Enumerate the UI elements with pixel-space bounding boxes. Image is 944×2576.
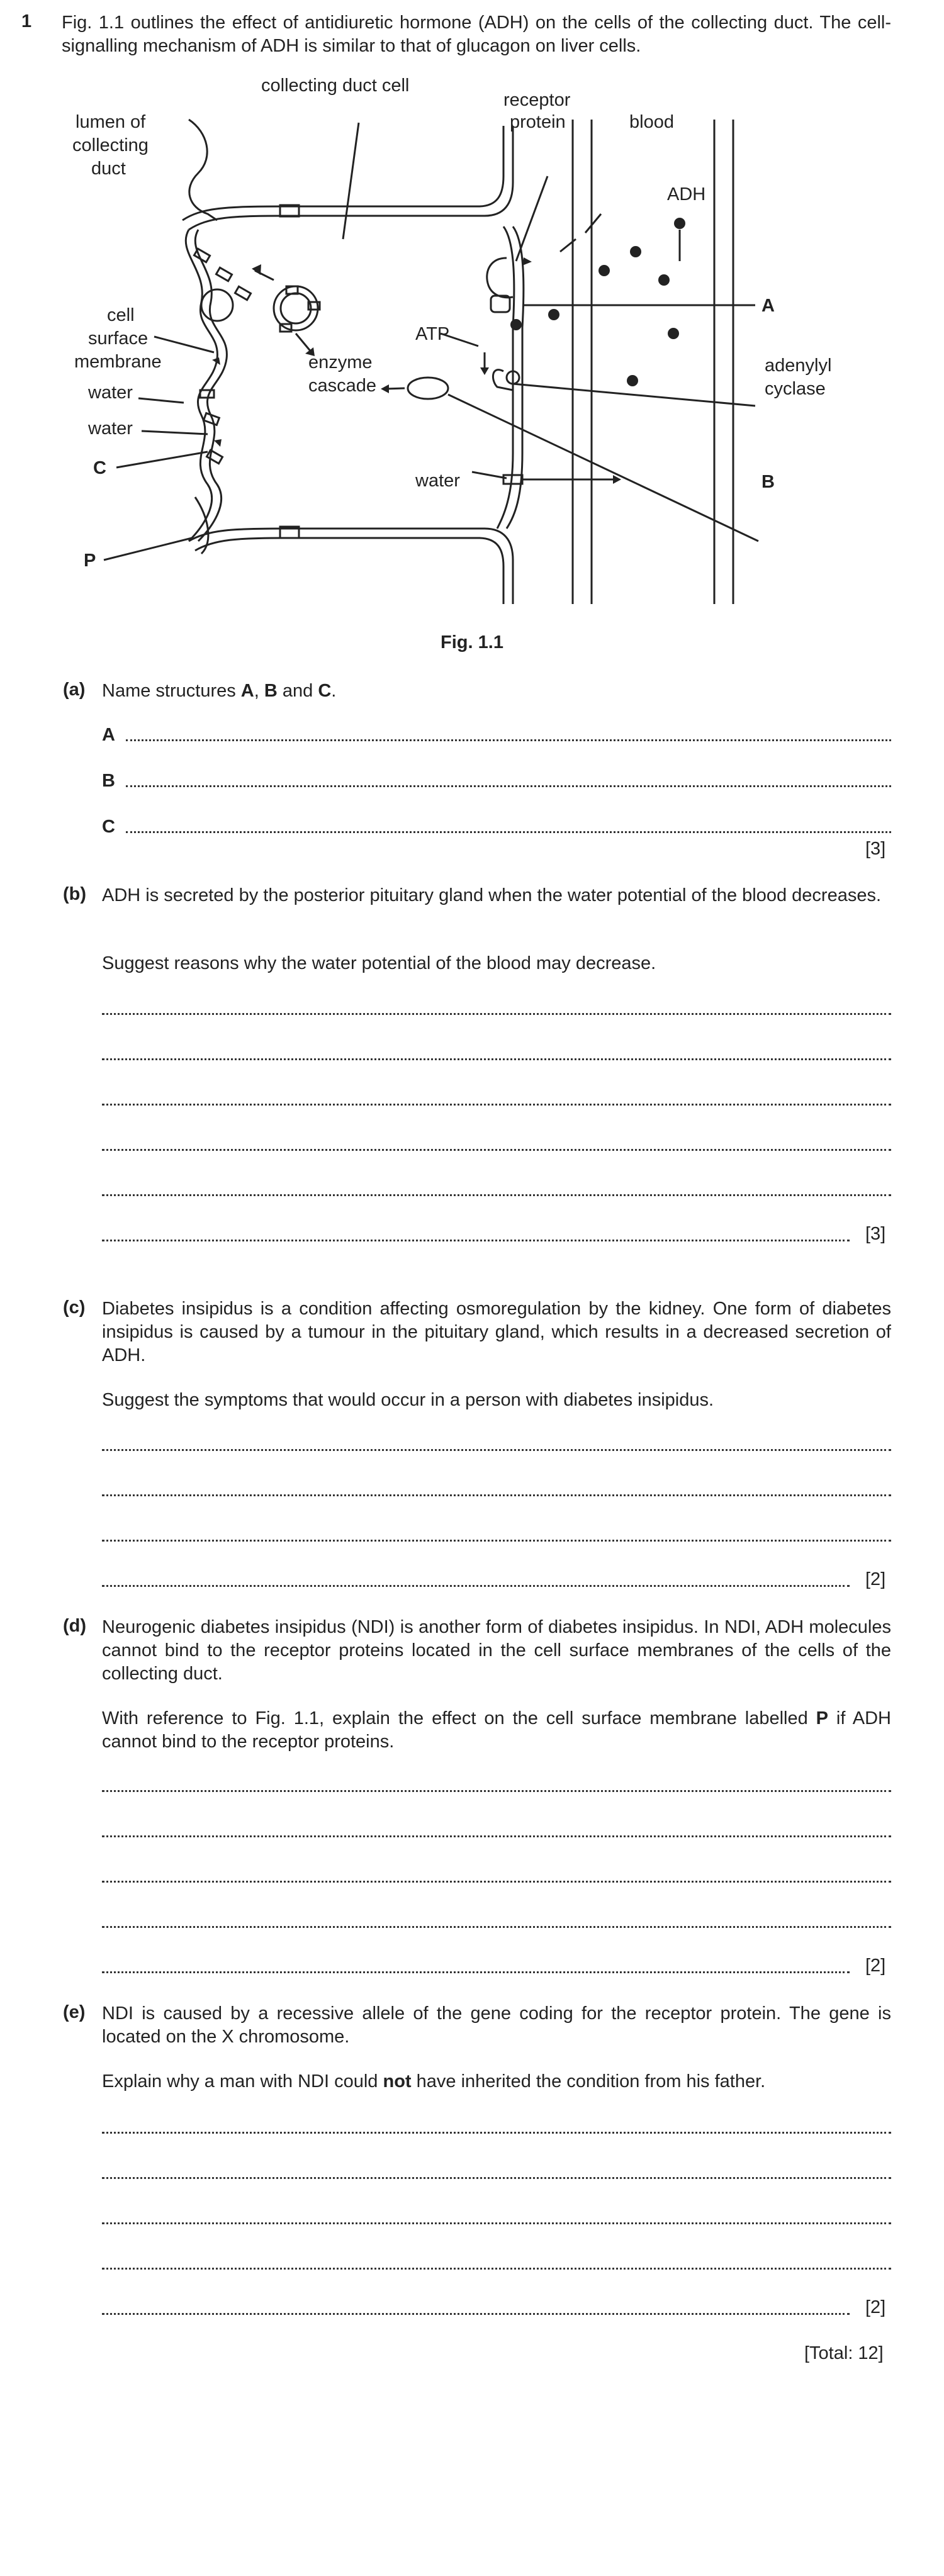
answer-line[interactable] — [102, 1149, 891, 1151]
label-protein: protein — [510, 112, 566, 132]
part-d-label: (d) — [63, 1616, 87, 1636]
answer-line[interactable] — [102, 1971, 850, 1973]
label-adenylyl-1: adenylyl — [765, 356, 832, 376]
upper-junction-membrane — [183, 126, 503, 220]
label-c: C — [93, 458, 106, 478]
answer-c-line[interactable] — [126, 831, 891, 833]
label-adh: ADH — [667, 184, 706, 204]
answer-b-label: B — [102, 771, 115, 791]
answer-a-line[interactable] — [126, 739, 891, 741]
label-cell-2: surface — [88, 328, 149, 349]
label-water-2: water — [88, 418, 133, 439]
label-a: A — [761, 296, 775, 316]
part-a-marks: [3] — [865, 839, 886, 859]
label-cell-3: membrane — [74, 352, 162, 372]
answer-c-label: C — [102, 817, 115, 837]
part-b-marks: [3] — [865, 1224, 886, 1244]
part-a-label: (a) — [63, 680, 86, 700]
part-c-text: Diabetes insipidus is a condition affecting osmoregulation by the kidney. One form of diabetes insipidus is caused by a tumour in the pituitary gland, which results in a decreased secretion of ADH. — [102, 1299, 891, 1365]
answer-line[interactable] — [102, 2313, 850, 2315]
question-intro: Fig. 1.1 outlines the effect of antidiuretic hormone (ADH) on the cells of the collecting duct. The cell-signalling mechanism of ADH is similar to that of glucagon on liver cells. — [62, 13, 891, 56]
part-b-label: (b) — [63, 884, 87, 904]
label-lumen-3: duct — [91, 159, 126, 179]
label-receptor: receptor — [503, 90, 571, 110]
label-adenylyl-2: cyclase — [765, 379, 826, 399]
answer-line[interactable] — [102, 1790, 891, 1792]
answer-line[interactable] — [102, 1058, 891, 1060]
figure-caption: Fig. 1.1 — [441, 632, 503, 652]
answer-b-line[interactable] — [126, 785, 891, 787]
part-e-marks: [2] — [865, 2297, 886, 2317]
answer-line[interactable] — [102, 1540, 891, 1542]
adh-diagram — [0, 63, 944, 617]
part-c-prompt: Suggest the symptoms that would occur in a person with diabetes insipidus. — [102, 1390, 714, 1410]
part-d-prompt: With reference to Fig. 1.1, explain the effect on the cell surface membrane labelled P if ADH cannot bind to the receptor proteins. — [102, 1708, 891, 1752]
answer-line[interactable] — [102, 2177, 891, 2179]
answer-line[interactable] — [102, 1104, 891, 1106]
part-e-label: (e) — [63, 2002, 86, 2022]
label-cell-1: cell — [107, 305, 135, 325]
adenylyl-cyclase-oval — [408, 378, 448, 399]
part-d-text: Neurogenic diabetes insipidus (NDI) is another form of diabetes insipidus. In NDI, ADH molecules cannot bind to the receptor proteins located in the cell surface membranes of the cells of the collecting duct. — [102, 1617, 891, 1684]
question-number: 1 — [21, 11, 32, 31]
label-blood: blood — [629, 112, 674, 132]
answer-line[interactable] — [102, 1013, 891, 1015]
receptor-protein — [487, 258, 513, 298]
part-d-marks: [2] — [865, 1956, 886, 1976]
answer-line[interactable] — [102, 1494, 891, 1496]
part-c-marks: [2] — [865, 1569, 886, 1589]
label-water-1: water — [88, 383, 133, 403]
answer-line[interactable] — [102, 2132, 891, 2134]
answer-line[interactable] — [102, 1881, 891, 1883]
part-e-text: NDI is caused by a recessive allele of the gene coding for the receptor protein. The gene is located on the X chromosome. — [102, 2003, 891, 2047]
label-water-3: water — [415, 471, 460, 491]
answer-line[interactable] — [102, 1835, 891, 1837]
apical-membrane — [189, 120, 217, 220]
label-collecting-duct-cell: collecting duct cell — [261, 76, 410, 96]
part-b-prompt: Suggest reasons why the water potential of the blood may decrease. — [102, 953, 656, 973]
part-e-prompt: Explain why a man with NDI could not have inherited the condition from his father. — [102, 2071, 766, 2092]
part-a-question: Name structures A, B and C. — [102, 681, 337, 701]
total-marks: [Total: 12] — [804, 2343, 884, 2363]
answer-line[interactable] — [102, 2268, 891, 2270]
label-atp: ATP — [415, 324, 450, 344]
label-lumen-1: lumen of — [76, 112, 146, 132]
answer-a-label: A — [102, 725, 115, 745]
answer-line[interactable] — [102, 1240, 850, 1241]
answer-line[interactable] — [102, 1585, 850, 1587]
label-enzyme-1: enzyme — [308, 352, 373, 372]
part-b-text: ADH is secreted by the posterior pituitary gland when the water potential of the blood decreases. — [102, 885, 882, 905]
label-p: P — [84, 551, 96, 571]
answer-line[interactable] — [102, 1449, 891, 1451]
answer-line[interactable] — [102, 1194, 891, 1196]
label-b: B — [761, 472, 775, 492]
part-c-label: (c) — [63, 1297, 86, 1318]
adh-molecules — [510, 218, 685, 386]
answer-line[interactable] — [102, 1926, 891, 1928]
label-lumen-2: collecting — [72, 135, 149, 155]
label-enzyme-2: cascade — [308, 376, 377, 396]
answer-line[interactable] — [102, 2222, 891, 2224]
